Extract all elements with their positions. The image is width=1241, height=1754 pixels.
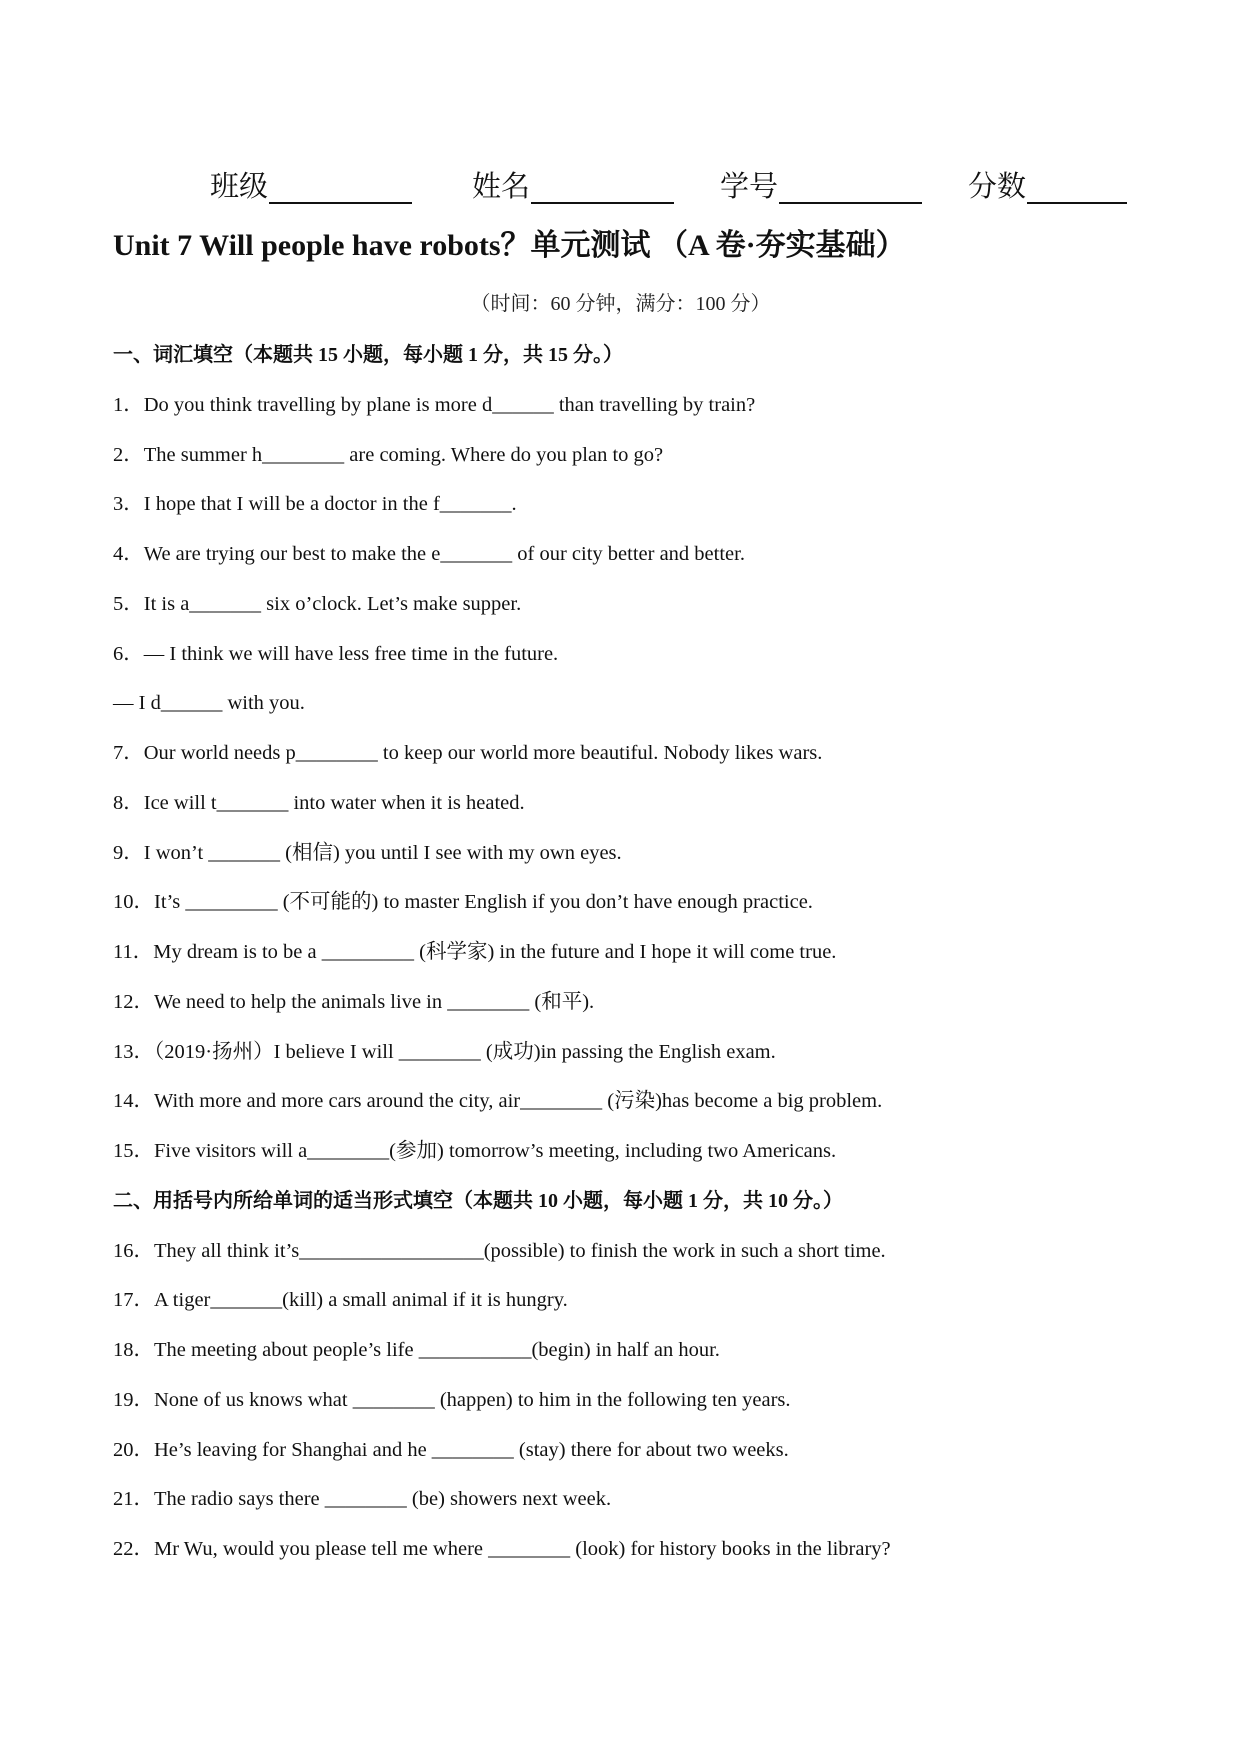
score-blank (1027, 168, 1127, 204)
question-6: 6．— I think we will have less free time in the future. (113, 643, 559, 665)
question-22: 22．Mr Wu, would you please tell me where ________ (look) for history books in the library? (113, 1538, 891, 1560)
question-13: 13．（2019·扬州）I believe I will ________ (成功)in passing the English exam. (113, 1041, 776, 1063)
question-12: 12．We need to help the animals live in ________ (和平). (113, 991, 595, 1013)
student-id-label: 学号 (720, 171, 779, 203)
question-5: 5．It is a_______ six o’clock. Let’s make supper. (113, 593, 522, 615)
question-7: 7．Our world needs p________ to keep our world more beautiful. Nobody likes wars. (113, 742, 823, 764)
class-label: 班级 (210, 171, 269, 203)
question-14: 14．With more and more cars around the city, air________ (污染)has become a big problem. (113, 1090, 883, 1112)
student-id-field (720, 168, 968, 204)
question-4: 4．We are trying our best to make the e_______ of our city better and better. (113, 543, 745, 565)
question-10: 10．It’s _________ (不可能的) to master English if you don’t have enough practice. (113, 891, 813, 913)
section-2-title: 二、用括号内所给单词的适当形式填空（本题共 10 小题，每小题 1 分，共 10 分。） (113, 1190, 843, 1212)
score-label: 分数 (968, 171, 1027, 203)
student-info-row (210, 162, 1150, 204)
question-8: 8．Ice will t_______ into water when it is heated. (113, 792, 525, 814)
name-blank (531, 168, 674, 204)
section-1-title: 一、词汇填空（本题共 15 小题，每小题 1 分，共 15 分。） (113, 344, 623, 366)
question-16: 16．They all think it’s__________________(possible) to finish the work in such a short time. (113, 1240, 886, 1262)
question-20: 20．He’s leaving for Shanghai and he ________ (stay) there for about two weeks. (113, 1439, 789, 1461)
question-2: 2．The summer h________ are coming. Where do you plan to go? (113, 444, 664, 466)
question-21: 21．The radio says there ________ (be) showers next week. (113, 1488, 612, 1510)
name-label: 姓名 (472, 171, 531, 203)
question-6-reply: — I d______ with you. (113, 692, 305, 714)
question-18: 18．The meeting about people’s life ___________(begin) in half an hour. (113, 1339, 720, 1361)
exam-time-note: （时间：60 分钟，满分：100 分） (470, 293, 771, 315)
name-field (472, 168, 720, 204)
page-title: Unit 7 Will people have robots？单元测试 （A 卷·夯实基础） (113, 229, 906, 262)
question-1: 1．Do you think travelling by plane is more d______ than travelling by train? (113, 394, 756, 416)
question-17: 17．A tiger_______(kill) a small animal if it is hungry. (113, 1289, 568, 1311)
score-field (968, 168, 1127, 204)
question-11: 11．My dream is to be a _________ (科学家) in the future and I hope it will come true. (113, 941, 837, 963)
question-3: 3．I hope that I will be a doctor in the f_______. (113, 493, 517, 515)
question-15: 15．Five visitors will a________(参加) tomorrow’s meeting, including two Americans. (113, 1140, 837, 1162)
class-field (210, 168, 472, 204)
student-id-blank (779, 168, 922, 204)
class-blank (269, 168, 412, 204)
question-19: 19．None of us knows what ________ (happen) to him in the following ten years. (113, 1389, 791, 1411)
question-9: 9．I won’t _______ (相信) you until I see with my own eyes. (113, 842, 622, 864)
